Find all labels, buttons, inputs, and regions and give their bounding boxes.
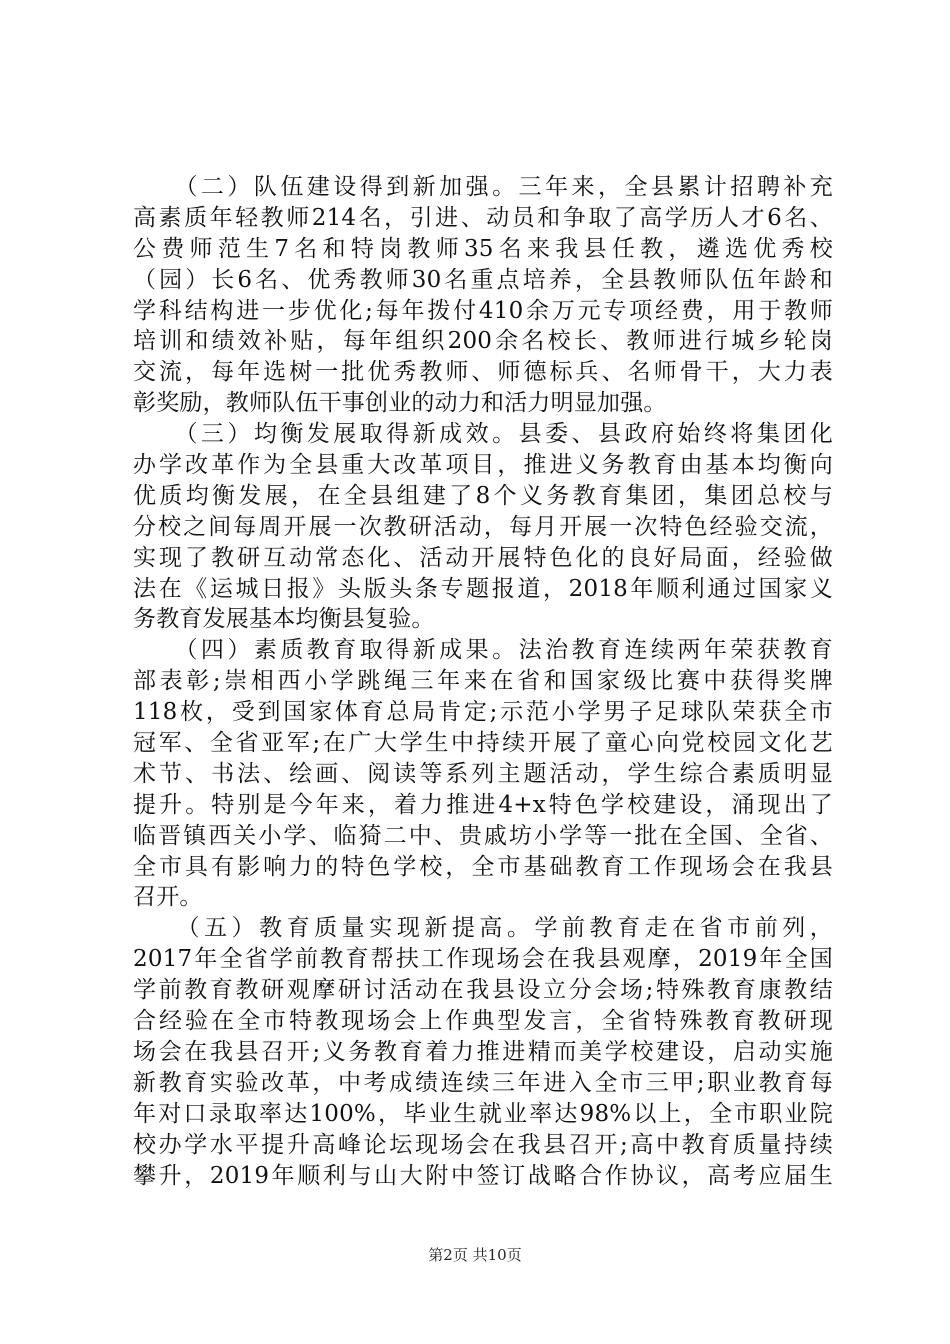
text-line: （园）长6名、优秀教师30名重点培养，全县教师队伍年龄和 xyxy=(133,266,833,293)
text-line: （四）素质教育取得新成果。法治教育连续两年荣获教育 xyxy=(133,637,833,664)
text-line: 交流，每年选树一批优秀教师、师德标兵、名师骨干，大力表 xyxy=(133,359,833,386)
text-line: （二）队伍建设得到新加强。三年来，全县累计招聘补充 xyxy=(133,174,833,200)
text-line: 校办学水平提升高峰论坛现场会在我县召开;高中教育质量持续 xyxy=(133,1131,833,1158)
text-line: 实现了教研互动常态化、活动开展特色化的良好局面，经验做 xyxy=(133,544,833,571)
text-line: 提升。特别是今年来，着力推进4+x特色学校建设，涌现出了 xyxy=(133,791,833,818)
text-line: 彰奖励，教师队伍干事创业的动力和活力明显加强。 xyxy=(133,390,667,417)
text-line: 培训和绩效补贴，每年组织200余名校长、教师进行城乡轮岗 xyxy=(133,328,833,355)
text-line: （三）均衡发展取得新成效。县委、县政府始终将集团化 xyxy=(133,421,833,448)
text-line: 优质均衡发展，在全县组建了8个义务教育集团，集团总校与 xyxy=(133,482,833,509)
text-line: （五）教育质量实现新提高。学前教育走在省市前列， xyxy=(133,915,833,942)
text-line: 召开。 xyxy=(133,884,203,911)
text-line: 新教育实验改革，中考成绩连续三年进入全市三甲;职业教育每 xyxy=(133,1069,833,1096)
page-footer: 第2页 共10页 xyxy=(428,1246,522,1264)
text-line: 118枚，受到国家体育总局肯定;示范小学男子足球队荣获全市 xyxy=(133,699,833,726)
text-line: 学前教育教研观摩研讨活动在我县设立分会场;特殊教育康教结 xyxy=(133,977,833,1004)
text-line: 临晋镇西关小学、临猗二中、贵戚坊小学等一批在全国、全省、 xyxy=(133,822,833,849)
text-line: 年对口录取率达100%，毕业生就业率达98%以上，全市职业院 xyxy=(133,1100,833,1127)
text-line: 办学改革作为全县重大改革项目，推进义务教育由基本均衡向 xyxy=(133,452,833,479)
text-line: 场会在我县召开;义务教育着力推进精而美学校建设，启动实施 xyxy=(133,1038,833,1065)
text-line: 法在《运城日报》头版头条专题报道，2018年顺利通过国家义 xyxy=(133,575,833,602)
text-line: 攀升，2019年顺利与山大附中签订战略合作协议，高考应届生 xyxy=(133,1162,833,1189)
text-line: 分校之间每周开展一次教研活动，每月开展一次特色经验交流， xyxy=(133,513,833,540)
text-line: 合经验在全市特教现场会上作典型发言，全省特殊教育教研现 xyxy=(133,1008,833,1035)
text-line: 全市具有影响力的特色学校，全市基础教育工作现场会在我县 xyxy=(133,853,833,880)
text-line: 公费师范生7名和特岗教师35名来我县任教，遴选优秀校 xyxy=(133,235,833,262)
document-body xyxy=(133,172,833,1191)
text-line: 高素质年轻教师214名，引进、动员和争取了高学历人才6名、 xyxy=(133,204,833,231)
text-line: 术节、书法、绘画、阅读等系列主题活动，学生综合素质明显 xyxy=(133,760,833,787)
text-line: 部表彰;崇相西小学跳绳三年来在省和国家级比赛中获得奖牌 xyxy=(133,668,833,695)
text-line: 学科结构进一步优化;每年拨付410余万元专项经费，用于教师 xyxy=(133,297,833,324)
text-line: 冠军、全省亚军;在广大学生中持续开展了童心向党校园文化艺 xyxy=(133,730,833,757)
text-line: 务教育发展基本均衡县复验。 xyxy=(133,606,435,633)
text-line: 2017年全省学前教育帮扶工作现场会在我县观摩，2019年全国 xyxy=(133,946,833,973)
